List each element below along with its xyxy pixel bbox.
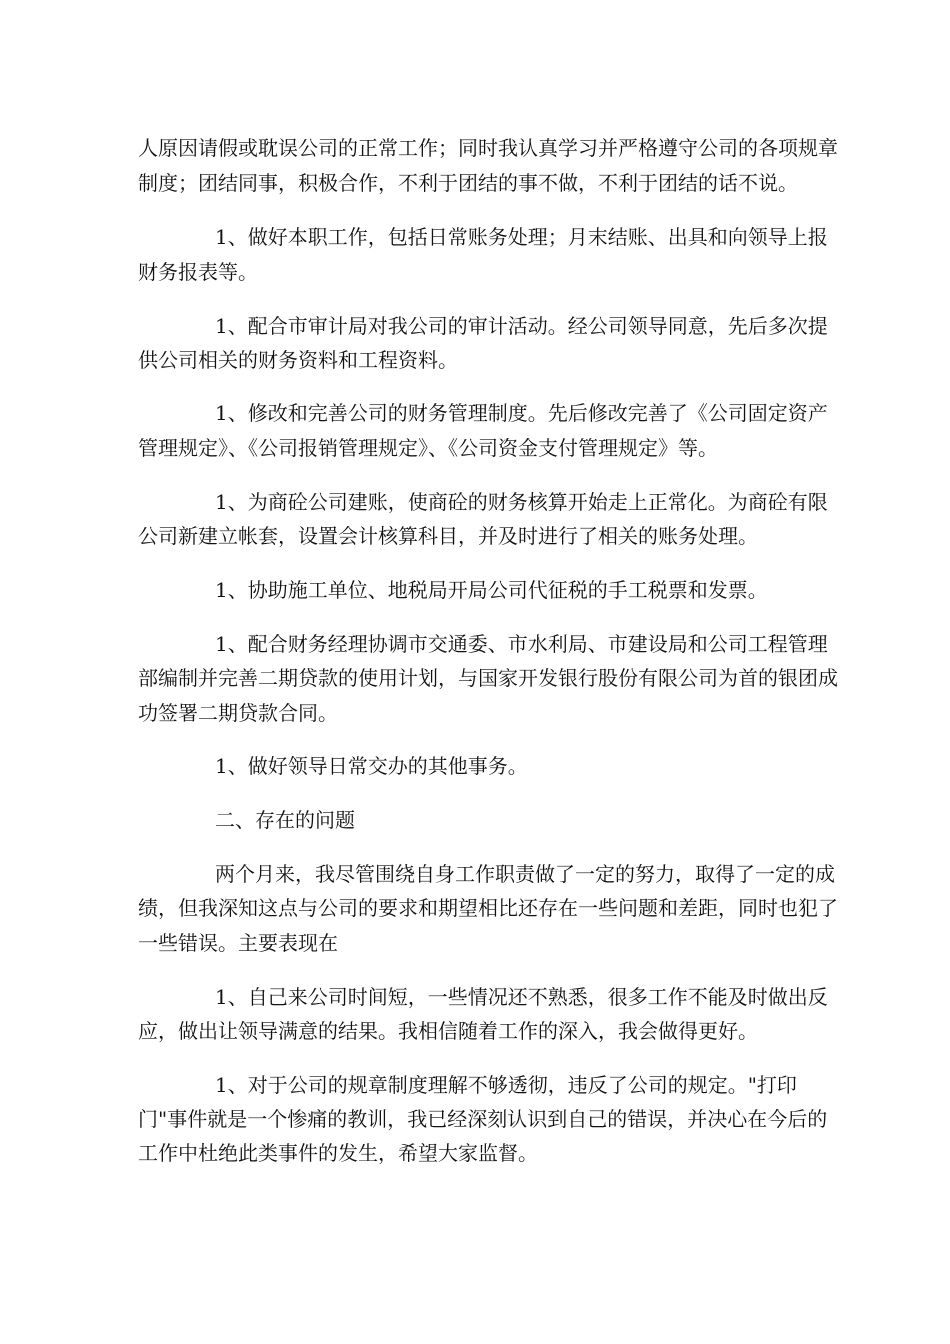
text-line: 两个月来，我尽管围绕自身工作职责做了一定的努力，取得了一定的成 — [215, 862, 835, 886]
text-line: 绩，但我深知这点与公司的要求和期望相比还存在一些问题和差距，同时也犯了 — [138, 896, 838, 920]
text-line: 供公司相关的财务资料和工程资料。 — [138, 348, 458, 372]
text-line: 应，做出让领导满意的结果。我相信随着工作的深入，我会做得更好。 — [138, 1019, 758, 1043]
text-line: 1、配合财务经理协调市交通委、市水利局、市建设局和公司工程管理 — [215, 632, 828, 656]
text-line: 公司新建立帐套，设置会计核算科目，并及时进行了相关的账务处理。 — [138, 524, 758, 548]
text-line: 1、自己来公司时间短，一些情况还不熟悉，很多工作不能及时做出反 — [215, 985, 828, 1009]
text-line: 人原因请假或耽误公司的正常工作；同时我认真学习并严格遵守公司的各项规章 — [138, 136, 838, 160]
text-line: 一些错误。主要表现在 — [138, 931, 338, 955]
section-heading: 二、存在的问题 — [215, 808, 355, 832]
text-line: 1、配合市审计局对我公司的审计活动。经公司领导同意，先后多次提 — [215, 314, 828, 338]
text-line: 1、修改和完善公司的财务管理制度。先后修改完善了《公司固定资产 — [215, 401, 828, 425]
text-line: 部编制并完善二期贷款的使用计划，与国家开发银行股份有限公司为首的银团成 — [138, 666, 838, 690]
text-line: 制度；团结同事，积极合作，不利于团结的事不做，不利于团结的话不说。 — [138, 171, 798, 195]
text-line: 财务报表等。 — [138, 260, 258, 284]
text-line: 功签署二期贷款合同。 — [138, 701, 338, 725]
text-line: 1、做好领导日常交办的其他事务。 — [215, 754, 528, 778]
text-line: 1、做好本职工作，包括日常账务处理；月末结账、出具和向领导上报 — [215, 225, 828, 249]
text-line: 1、对于公司的规章制度理解不够透彻，违反了公司的规定。"打印 — [215, 1073, 797, 1097]
text-line: 管理规定》、《公司报销管理规定》、《公司资金支付管理规定》等。 — [138, 436, 718, 460]
text-line: 1、协助施工单位、地税局开局公司代征税的手工税票和发票。 — [215, 578, 768, 602]
text-line: 1、为商砼公司建账，使商砼的财务核算开始走上正常化。为商砼有限 — [215, 490, 828, 514]
text-line: 工作中杜绝此类事件的发生，希望大家监督。 — [138, 1141, 538, 1165]
text-line: 门"事件就是一个惨痛的教训，我已经深刻认识到自己的错误，并决心在今后的 — [138, 1107, 828, 1131]
